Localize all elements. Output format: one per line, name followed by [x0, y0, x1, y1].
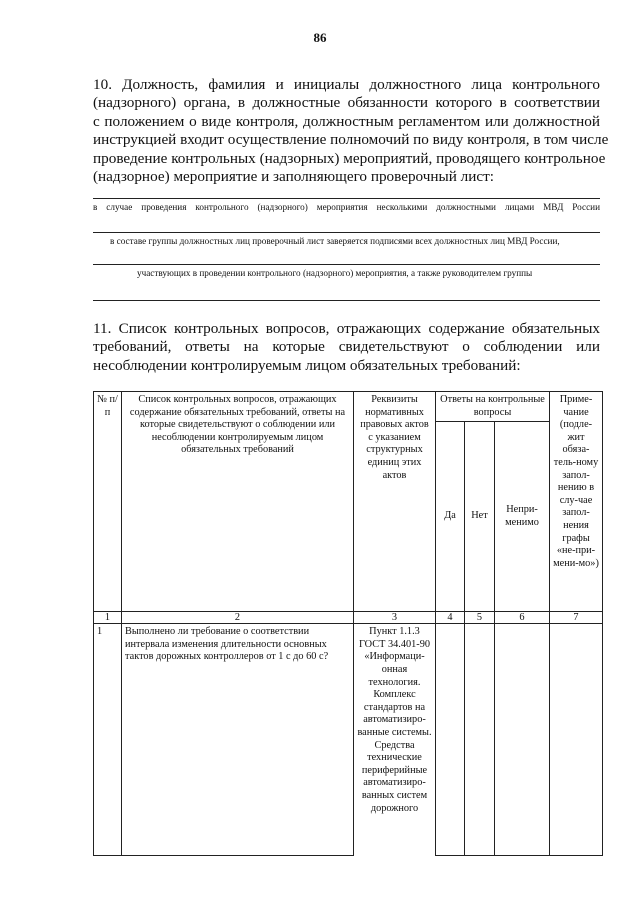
column-number: 3 — [354, 612, 436, 624]
section-10-line: 10. Должность, фамилия и инициалы должностного лица контрольного — [93, 76, 600, 93]
column-number: 1 — [94, 612, 122, 624]
section-11-line: требований, ответы на которые свидетельствуют о соблюдении или — [93, 338, 600, 356]
footnote-text: в случае проведения контрольного (надзорного) мероприятия несколькими должностными лицами МВД России — [93, 202, 600, 212]
column-number: 6 — [495, 612, 550, 624]
checklist-table — [93, 391, 603, 856]
signature-line — [93, 198, 600, 199]
footnote-text: участвующих в проведении контрольного (надзорного) мероприятия, а также руководителем группы — [137, 268, 533, 278]
column-number: 2 — [122, 612, 354, 624]
row-answer-yes[interactable] — [436, 624, 465, 856]
header-no: Нет — [465, 422, 495, 612]
row-requisite: Пункт 1.1.3 ГОСТ 34.401-90 «Информаци-онная технология. Комплекс стандартов на автоматизиро-ванные системы. Средства технические периферийные автоматизиро-ванных систем дорожного — [354, 624, 436, 856]
header-remark: Приме-чание (подле-жит обяза-тель-ному запол-нению в слу-чае запол-нения графы «не-при-мени-мо») — [550, 392, 603, 612]
signature-line — [93, 232, 600, 233]
header-yes: Да — [436, 422, 465, 612]
table-row — [94, 624, 603, 856]
page-number: 86 — [313, 30, 327, 45]
section-10-line: (надзорного) органа, в должностные обязанности которого в соответствии — [93, 94, 600, 112]
row-num: 1 — [94, 624, 122, 856]
section-10-line: проведение контрольных (надзорных) мероприятий, проводящего контрольное — [93, 149, 606, 167]
section-11-line: 11. Список контрольных вопросов, отражающих содержание обязательных — [93, 320, 600, 337]
row-remark[interactable] — [550, 624, 603, 856]
row-answer-no[interactable] — [465, 624, 495, 856]
signature-line — [93, 264, 600, 265]
column-number: 7 — [550, 612, 603, 624]
row-answer-na[interactable] — [495, 624, 550, 856]
footnote-text: в составе группы должностных лиц проверочный лист заверяется подписями всех должностных лиц МВД России, — [110, 236, 560, 246]
section-10-paragraph — [93, 76, 609, 186]
header-questions: Список контрольных вопросов, отражающих содержание обязательных требований, ответы на которые свидетельствуют о соблюдении или несоблюдении контролируемым лицом обязательных требований — [122, 392, 354, 612]
header-num: № п/п — [94, 392, 122, 612]
section-10-line: с положением о виде контроля, должностным регламентом или должностной — [93, 112, 600, 130]
section-10-line: инструкцией входит осуществление полномочий по виду контроля, в том числе — [93, 131, 609, 149]
header-not-applicable: Непри-менимо — [495, 422, 550, 612]
section-11-paragraph — [93, 320, 600, 375]
header-answers: Ответы на контрольные вопросы — [436, 392, 550, 422]
row-question: Выполнено ли требование о соответствии интервала изменения длительности основных тактов дорожных контроллеров от 1 с до 60 с? — [122, 624, 354, 856]
column-number: 4 — [436, 612, 465, 624]
section-10-line: (надзорное) мероприятие и заполняющего проверочный лист: — [93, 168, 494, 186]
header-requisites: Реквизиты нормативных правовых актов с указанием структурных единиц этих актов — [354, 392, 436, 612]
section-11-line: несоблюдении контролируемым лицом обязательных требований: — [93, 356, 521, 374]
signature-line — [93, 300, 600, 301]
column-number: 5 — [465, 612, 495, 624]
